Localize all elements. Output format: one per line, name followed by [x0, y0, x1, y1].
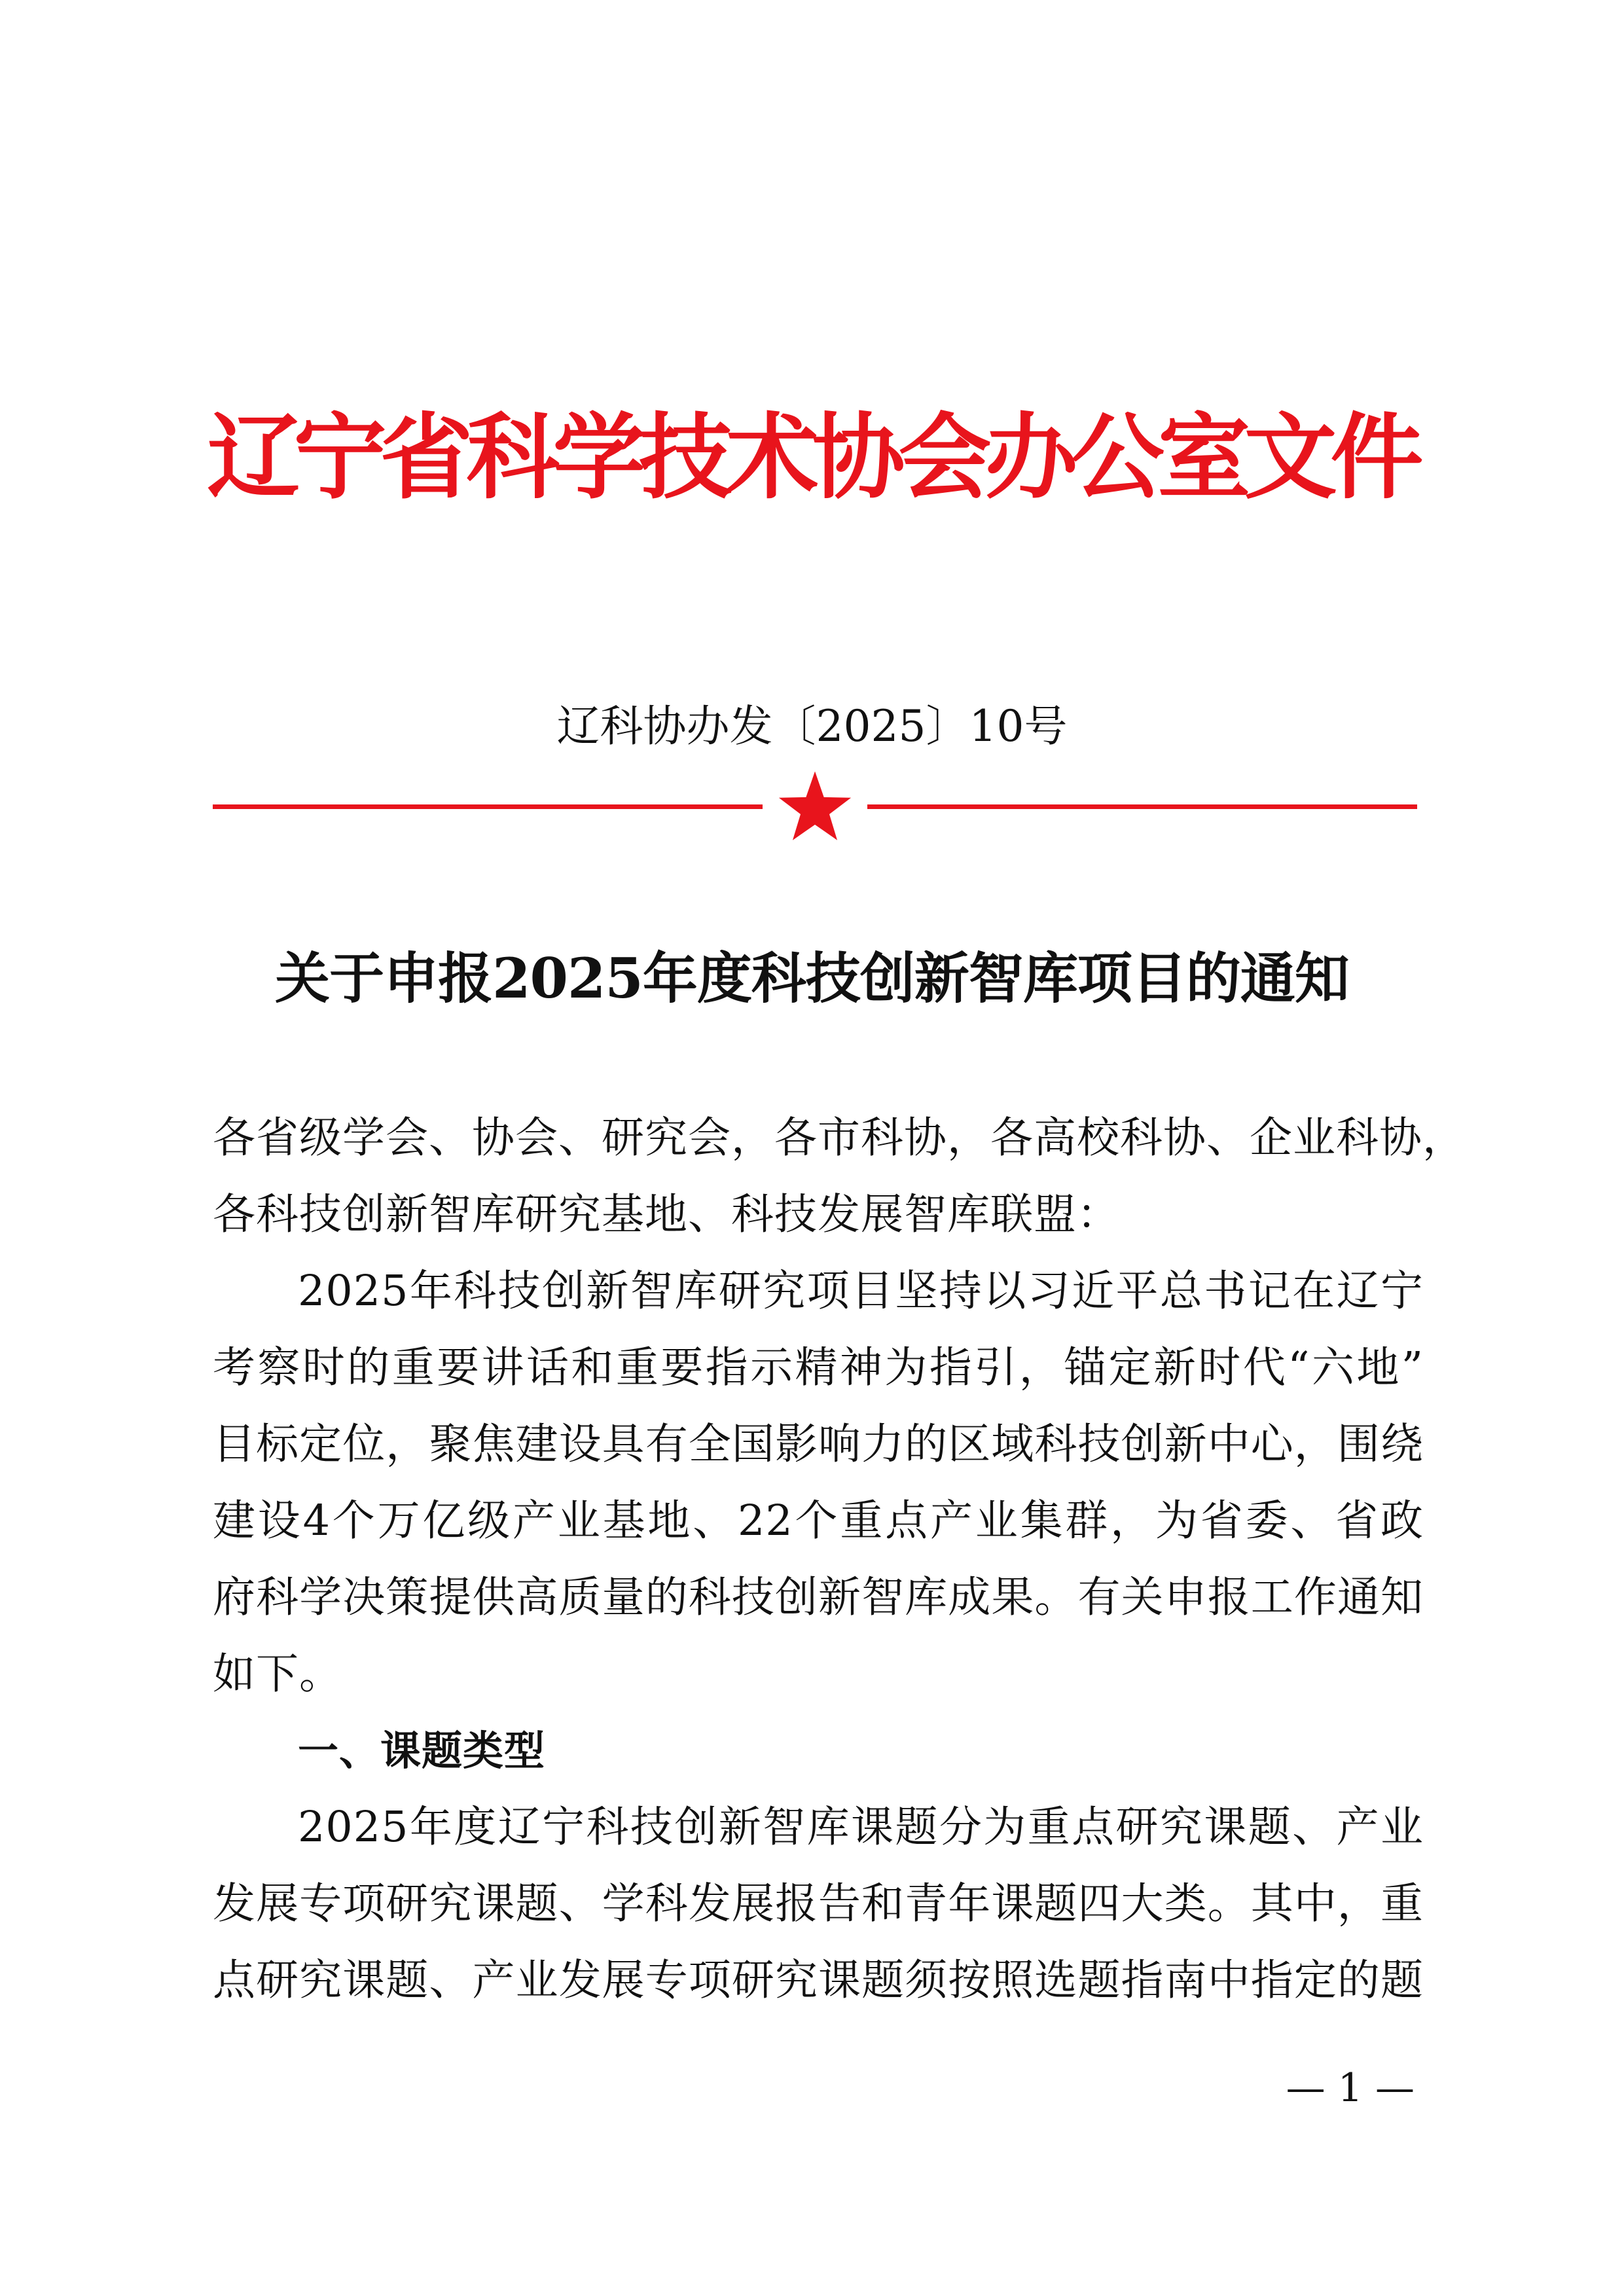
body-line-addressees-cont: 各科技创新智库研究基地、科技发展智库联盟： — [213, 1190, 1121, 1239]
red-divider-left — [213, 804, 763, 809]
document-number: 辽科协办发〔2025〕10号 — [556, 701, 1068, 751]
body-paragraph-line: 目标定位，聚焦建设具有全国影响力的区域科技创新中心，围绕 — [213, 1420, 1424, 1469]
body-paragraph-line: 2025年度辽宁科技创新智库课题分为重点研究课题、产业 — [298, 1803, 1424, 1852]
body-line-addressees: 各省级学会、协会、研究会，各市科协，各高校科协、企业科协， — [213, 1113, 1466, 1163]
red-star-icon — [777, 770, 853, 842]
red-divider-right — [867, 804, 1417, 809]
section-heading: 一、课题类型 — [298, 1727, 546, 1775]
body-paragraph-line: 如下。 — [213, 1649, 343, 1699]
body-paragraph-line: 考察时的重要讲话和重要指示精神为指引，锚定新时代“六地” — [213, 1343, 1424, 1392]
body-paragraph-line: 建设4个万亿级产业基地、22个重点产业集群，为省委、省政 — [213, 1496, 1424, 1545]
document-body — [213, 1100, 1466, 2019]
body-paragraph-line: 府科学决策提供高质量的科技创新智库成果。有关申报工作通知 — [213, 1573, 1424, 1622]
body-paragraph-line: 发展专项研究课题、学科发展报告和青年课题四大类。其中，重 — [213, 1879, 1424, 1928]
page-number: — 1 — — [1286, 2065, 1415, 2111]
document-masthead: 辽宁省科学技术协会办公室文件 — [207, 404, 1417, 512]
body-paragraph-line: 2025年科技创新智库研究项目坚持以习近平总书记在辽宁 — [298, 1267, 1424, 1316]
notice-title: 关于申报2025年度科技创新智库项目的通知 — [275, 946, 1349, 1011]
body-paragraph-line: 点研究课题、产业发展专项研究课题须按照选题指南中指定的题 — [213, 1956, 1424, 2005]
